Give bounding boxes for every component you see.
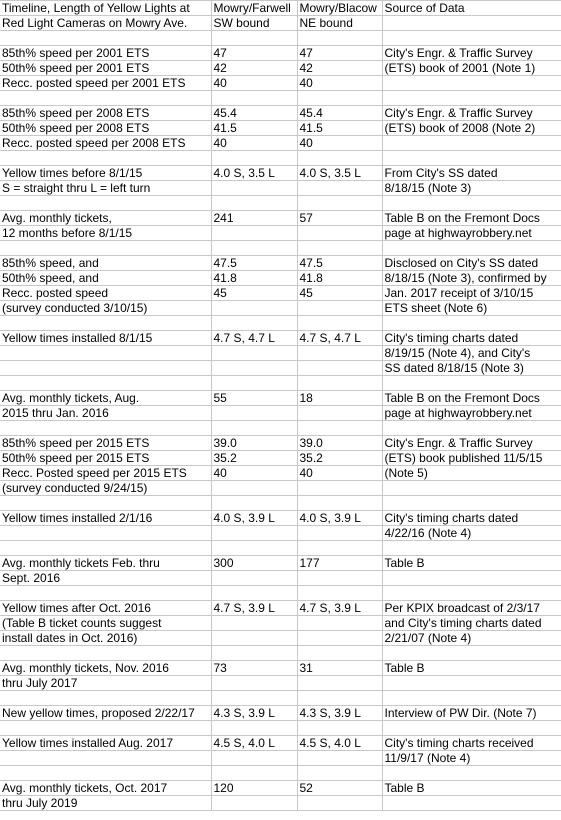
mowry-farwell-cell[interactable]: 45.4 [211, 106, 297, 121]
event-cell[interactable] [0, 751, 211, 766]
mowry-farwell-cell[interactable] [211, 751, 297, 766]
event-cell[interactable]: Yellow times before 8/1/15 [0, 166, 211, 181]
mowry-farwell-cell[interactable]: 4.3 S, 3.9 L [211, 706, 297, 721]
mowry-blacow-cell[interactable]: 57 [297, 211, 382, 226]
table-row [0, 76, 561, 91]
mowry-farwell-cell[interactable] [211, 691, 297, 706]
mowry-blacow-cell[interactable] [297, 586, 382, 601]
table-row [0, 136, 561, 151]
source-cell[interactable] [382, 571, 561, 586]
table-row [0, 271, 561, 286]
source-cell[interactable]: 4/22/16 (Note 4) [382, 526, 561, 541]
event-cell[interactable]: 2015 thru Jan. 2016 [0, 406, 211, 421]
table-row [0, 376, 561, 391]
mowry-blacow-cell[interactable] [297, 766, 382, 781]
event-cell[interactable] [0, 361, 211, 376]
event-cell[interactable]: install dates in Oct. 2016) [0, 631, 211, 646]
mowry-farwell-cell[interactable] [211, 421, 297, 436]
mowry-blacow-cell[interactable]: 40 [297, 136, 382, 151]
source-cell[interactable] [382, 766, 561, 781]
mowry-blacow-cell[interactable] [297, 31, 382, 46]
mowry-farwell-cell[interactable] [211, 361, 297, 376]
mowry-blacow-cell[interactable]: 31 [297, 661, 382, 676]
mowry-blacow-cell[interactable] [297, 91, 382, 106]
mowry-blacow-cell[interactable]: Mowry/Blacow [297, 1, 382, 16]
mowry-blacow-cell[interactable]: 45.4 [297, 106, 382, 121]
table-row [0, 196, 561, 211]
mowry-blacow-cell[interactable] [297, 301, 382, 316]
table-row [0, 166, 561, 181]
mowry-farwell-cell[interactable]: 39.0 [211, 436, 297, 451]
source-cell[interactable] [382, 376, 561, 391]
table-row [0, 91, 561, 106]
table-row [0, 406, 561, 421]
event-cell[interactable]: Recc. posted speed per 2001 ETS [0, 76, 211, 91]
source-cell[interactable] [382, 721, 561, 736]
source-cell[interactable]: Table B on the Fremont Docs [382, 211, 561, 226]
event-cell[interactable]: Red Light Cameras on Mowry Ave. [0, 16, 211, 31]
mowry-blacow-cell[interactable] [297, 421, 382, 436]
mowry-farwell-cell[interactable]: 4.0 S, 3.5 L [211, 166, 297, 181]
event-cell[interactable] [0, 376, 211, 391]
source-cell[interactable]: Interview of PW Dir. (Note 7) [382, 706, 561, 721]
mowry-blacow-cell[interactable]: 4.5 S, 4.0 L [297, 736, 382, 751]
event-cell[interactable] [0, 31, 211, 46]
table-row [0, 181, 561, 196]
mowry-blacow-cell[interactable] [297, 526, 382, 541]
table-row [0, 766, 561, 781]
table-row [0, 1, 561, 16]
event-cell[interactable] [0, 766, 211, 781]
mowry-blacow-cell[interactable] [297, 406, 382, 421]
event-cell[interactable] [0, 721, 211, 736]
mowry-blacow-cell[interactable] [297, 316, 382, 331]
mowry-farwell-cell[interactable] [211, 316, 297, 331]
table-row [0, 241, 561, 256]
mowry-farwell-cell[interactable]: 40 [211, 136, 297, 151]
source-cell[interactable] [382, 196, 561, 211]
mowry-blacow-cell[interactable]: 18 [297, 391, 382, 406]
mowry-blacow-cell[interactable] [297, 541, 382, 556]
table-row [0, 301, 561, 316]
mowry-farwell-cell[interactable] [211, 406, 297, 421]
source-cell[interactable] [382, 421, 561, 436]
table-row [0, 586, 561, 601]
table-row [0, 286, 561, 301]
event-cell[interactable]: 50th% speed per 2015 ETS [0, 451, 211, 466]
source-cell[interactable]: 11/9/17 (Note 4) [382, 751, 561, 766]
source-cell[interactable]: City's timing charts received [382, 736, 561, 751]
source-cell[interactable]: Per KPIX broadcast of 2/3/17 [382, 601, 561, 616]
event-cell[interactable]: 85th% speed, and [0, 256, 211, 271]
mowry-farwell-cell[interactable]: 41.5 [211, 121, 297, 136]
mowry-farwell-cell[interactable]: 55 [211, 391, 297, 406]
source-cell[interactable]: (Note 5) [382, 466, 561, 481]
table-row [0, 421, 561, 436]
mowry-farwell-cell[interactable]: 4.5 S, 4.0 L [211, 736, 297, 751]
mowry-farwell-cell[interactable]: Mowry/Farwell [211, 1, 297, 16]
event-cell[interactable]: Timeline, Length of Yellow Lights at [0, 1, 211, 16]
mowry-blacow-cell[interactable] [297, 751, 382, 766]
mowry-farwell-cell[interactable] [211, 376, 297, 391]
table-row [0, 331, 561, 346]
source-cell[interactable]: and City's timing charts dated [382, 616, 561, 631]
table-row [0, 631, 561, 646]
mowry-blacow-cell[interactable]: 40 [297, 466, 382, 481]
source-cell[interactable]: Source of Data [382, 1, 561, 16]
source-cell[interactable]: (ETS) book published 11/5/15 [382, 451, 561, 466]
mowry-blacow-cell[interactable]: 177 [297, 556, 382, 571]
mowry-farwell-cell[interactable]: SW bound [211, 16, 297, 31]
source-cell[interactable]: City's timing charts dated [382, 511, 561, 526]
mowry-blacow-cell[interactable] [297, 241, 382, 256]
event-cell[interactable] [0, 526, 211, 541]
source-cell[interactable]: City's timing charts dated [382, 331, 561, 346]
event-cell[interactable]: Recc. posted speed [0, 286, 211, 301]
event-cell[interactable] [0, 646, 211, 661]
mowry-blacow-cell[interactable] [297, 346, 382, 361]
mowry-blacow-cell[interactable] [297, 691, 382, 706]
event-cell[interactable]: Sept. 2016 [0, 571, 211, 586]
event-cell[interactable]: Avg. monthly tickets, Nov. 2016 [0, 661, 211, 676]
table-row [0, 226, 561, 241]
mowry-blacow-cell[interactable] [297, 151, 382, 166]
event-cell[interactable]: Yellow times after Oct. 2016 [0, 601, 211, 616]
event-cell[interactable] [0, 91, 211, 106]
mowry-blacow-cell[interactable] [297, 646, 382, 661]
mowry-farwell-cell[interactable] [211, 541, 297, 556]
table-row [0, 46, 561, 61]
source-cell[interactable] [382, 136, 561, 151]
mowry-farwell-cell[interactable]: 47.5 [211, 256, 297, 271]
source-cell[interactable]: page at highwayrobbery.net [382, 406, 561, 421]
source-cell[interactable]: City's Engr. & Traffic Survey [382, 436, 561, 451]
event-cell[interactable]: 85th% speed per 2008 ETS [0, 106, 211, 121]
mowry-blacow-cell[interactable]: 39.0 [297, 436, 382, 451]
event-cell[interactable]: S = straight thru L = left turn [0, 181, 211, 196]
mowry-blacow-cell[interactable] [297, 721, 382, 736]
mowry-blacow-cell[interactable]: 41.5 [297, 121, 382, 136]
mowry-blacow-cell[interactable] [297, 676, 382, 691]
table-row [0, 661, 561, 676]
mowry-farwell-cell[interactable] [211, 631, 297, 646]
source-cell[interactable]: Table B [382, 661, 561, 676]
source-cell[interactable]: City's Engr. & Traffic Survey [382, 106, 561, 121]
source-cell[interactable]: Disclosed on City's SS dated [382, 256, 561, 271]
mowry-farwell-cell[interactable] [211, 571, 297, 586]
mowry-farwell-cell[interactable] [211, 616, 297, 631]
mowry-blacow-cell[interactable]: 52 [297, 781, 382, 796]
mowry-blacow-cell[interactable] [297, 631, 382, 646]
grid-body [0, 1, 561, 811]
mowry-blacow-cell[interactable]: 40 [297, 76, 382, 91]
mowry-farwell-cell[interactable] [211, 796, 297, 811]
source-cell[interactable] [382, 646, 561, 661]
mowry-farwell-cell[interactable] [211, 181, 297, 196]
source-cell[interactable]: City's Engr. & Traffic Survey [382, 46, 561, 61]
source-cell[interactable]: Table B [382, 781, 561, 796]
table-row [0, 541, 561, 556]
mowry-blacow-cell[interactable]: NE bound [297, 16, 382, 31]
mowry-blacow-cell[interactable] [297, 571, 382, 586]
source-cell[interactable]: SS dated 8/18/15 (Note 3) [382, 361, 561, 376]
mowry-blacow-cell[interactable] [297, 226, 382, 241]
mowry-farwell-cell[interactable] [211, 481, 297, 496]
source-cell[interactable] [382, 91, 561, 106]
source-cell[interactable] [382, 481, 561, 496]
table-row [0, 676, 561, 691]
table-row [0, 31, 561, 46]
source-cell[interactable]: Table B [382, 556, 561, 571]
mowry-blacow-cell[interactable]: 4.0 S, 3.5 L [297, 166, 382, 181]
event-cell[interactable]: 12 months before 8/1/15 [0, 226, 211, 241]
source-cell[interactable] [382, 541, 561, 556]
table-row [0, 61, 561, 76]
table-row [0, 721, 561, 736]
event-cell[interactable]: 85th% speed per 2001 ETS [0, 46, 211, 61]
event-cell[interactable]: Yellow times installed 2/1/16 [0, 511, 211, 526]
mowry-farwell-cell[interactable] [211, 226, 297, 241]
mowry-farwell-cell[interactable]: 40 [211, 466, 297, 481]
table-row [0, 796, 561, 811]
event-cell[interactable] [0, 496, 211, 511]
event-cell[interactable]: thru July 2019 [0, 796, 211, 811]
table-row [0, 781, 561, 796]
event-cell[interactable] [0, 316, 211, 331]
mowry-blacow-cell[interactable]: 35.2 [297, 451, 382, 466]
mowry-farwell-cell[interactable]: 4.0 S, 3.9 L [211, 511, 297, 526]
source-cell[interactable]: Jan. 2017 receipt of 3/10/15 [382, 286, 561, 301]
table-row [0, 346, 561, 361]
mowry-farwell-cell[interactable]: 45 [211, 286, 297, 301]
event-cell[interactable]: Yellow times installed Aug. 2017 [0, 736, 211, 751]
event-cell[interactable]: 50th% speed, and [0, 271, 211, 286]
table-row [0, 496, 561, 511]
event-cell[interactable] [0, 421, 211, 436]
table-row [0, 511, 561, 526]
mowry-farwell-cell[interactable]: 120 [211, 781, 297, 796]
table-row [0, 481, 561, 496]
source-cell[interactable]: ETS sheet (Note 6) [382, 301, 561, 316]
table-row [0, 361, 561, 376]
mowry-farwell-cell[interactable]: 73 [211, 661, 297, 676]
mowry-farwell-cell[interactable] [211, 766, 297, 781]
mowry-farwell-cell[interactable]: 4.7 S, 3.9 L [211, 601, 297, 616]
table-row [0, 601, 561, 616]
source-cell[interactable] [382, 31, 561, 46]
table-row [0, 316, 561, 331]
mowry-blacow-cell[interactable]: 4.7 S, 4.7 L [297, 331, 382, 346]
event-cell[interactable]: 85th% speed per 2015 ETS [0, 436, 211, 451]
table-row [0, 466, 561, 481]
mowry-farwell-cell[interactable]: 35.2 [211, 451, 297, 466]
mowry-blacow-cell[interactable] [297, 361, 382, 376]
table-row [0, 706, 561, 721]
event-cell[interactable] [0, 241, 211, 256]
mowry-blacow-cell[interactable]: 47.5 [297, 256, 382, 271]
mowry-farwell-cell[interactable] [211, 526, 297, 541]
event-cell[interactable]: Recc. Posted speed per 2015 ETS [0, 466, 211, 481]
table-row [0, 556, 561, 571]
source-cell[interactable]: 8/18/15 (Note 3), confirmed by [382, 271, 561, 286]
event-cell[interactable] [0, 541, 211, 556]
source-cell[interactable] [382, 496, 561, 511]
mowry-farwell-cell[interactable] [211, 151, 297, 166]
mowry-blacow-cell[interactable] [297, 196, 382, 211]
source-cell[interactable] [382, 586, 561, 601]
table-row [0, 616, 561, 631]
source-cell[interactable]: 2/21/07 (Note 4) [382, 631, 561, 646]
source-cell[interactable] [382, 76, 561, 91]
event-cell[interactable] [0, 586, 211, 601]
table-row [0, 256, 561, 271]
mowry-blacow-cell[interactable] [297, 796, 382, 811]
mowry-farwell-cell[interactable]: 47 [211, 46, 297, 61]
event-cell[interactable] [0, 151, 211, 166]
event-cell[interactable]: Avg. monthly tickets, Aug. [0, 391, 211, 406]
table-row [0, 436, 561, 451]
mowry-farwell-cell[interactable] [211, 496, 297, 511]
mowry-blacow-cell[interactable]: 4.0 S, 3.9 L [297, 511, 382, 526]
event-cell[interactable]: 50th% speed per 2001 ETS [0, 61, 211, 76]
mowry-farwell-cell[interactable] [211, 301, 297, 316]
source-cell[interactable] [382, 241, 561, 256]
table-row [0, 451, 561, 466]
table-row [0, 16, 561, 31]
event-cell[interactable]: (survey conducted 3/10/15) [0, 301, 211, 316]
mowry-blacow-cell[interactable]: 4.7 S, 3.9 L [297, 601, 382, 616]
event-cell[interactable]: Avg. monthly tickets, [0, 211, 211, 226]
table-row [0, 121, 561, 136]
mowry-farwell-cell[interactable]: 42 [211, 61, 297, 76]
source-cell[interactable] [382, 316, 561, 331]
mowry-blacow-cell[interactable] [297, 376, 382, 391]
mowry-farwell-cell[interactable]: 41.8 [211, 271, 297, 286]
mowry-blacow-cell[interactable]: 41.8 [297, 271, 382, 286]
mowry-blacow-cell[interactable] [297, 496, 382, 511]
source-cell[interactable] [382, 16, 561, 31]
source-cell[interactable]: 8/19/15 (Note 4), and City's [382, 346, 561, 361]
event-cell[interactable]: Avg. monthly tickets Feb. thru [0, 556, 211, 571]
table-row [0, 646, 561, 661]
mowry-blacow-cell[interactable]: 45 [297, 286, 382, 301]
table-row [0, 391, 561, 406]
mowry-blacow-cell[interactable]: 47 [297, 46, 382, 61]
source-cell[interactable] [382, 676, 561, 691]
mowry-farwell-cell[interactable]: 40 [211, 76, 297, 91]
mowry-farwell-cell[interactable] [211, 586, 297, 601]
event-cell[interactable]: Avg. monthly tickets, Oct. 2017 [0, 781, 211, 796]
mowry-blacow-cell[interactable]: 4.3 S, 3.9 L [297, 706, 382, 721]
source-cell[interactable] [382, 151, 561, 166]
table-row [0, 691, 561, 706]
event-cell[interactable]: (Table B ticket counts suggest [0, 616, 211, 631]
mowry-farwell-cell[interactable] [211, 241, 297, 256]
mowry-farwell-cell[interactable] [211, 346, 297, 361]
table-row [0, 526, 561, 541]
source-cell[interactable] [382, 796, 561, 811]
mowry-farwell-cell[interactable] [211, 721, 297, 736]
mowry-farwell-cell[interactable] [211, 676, 297, 691]
mowry-blacow-cell[interactable] [297, 181, 382, 196]
table-row [0, 751, 561, 766]
mowry-farwell-cell[interactable]: 300 [211, 556, 297, 571]
event-cell[interactable] [0, 691, 211, 706]
source-cell[interactable]: (ETS) book of 2001 (Note 1) [382, 61, 561, 76]
source-cell[interactable]: 8/18/15 (Note 3) [382, 181, 561, 196]
mowry-farwell-cell[interactable] [211, 31, 297, 46]
event-cell[interactable]: Recc. posted speed per 2008 ETS [0, 136, 211, 151]
event-cell[interactable]: Yellow times installed 8/1/15 [0, 331, 211, 346]
table-row [0, 571, 561, 586]
event-cell[interactable] [0, 346, 211, 361]
mowry-farwell-cell[interactable] [211, 91, 297, 106]
mowry-blacow-cell[interactable] [297, 616, 382, 631]
table-row [0, 106, 561, 121]
event-cell[interactable] [0, 196, 211, 211]
mowry-farwell-cell[interactable] [211, 646, 297, 661]
event-cell[interactable]: (survey conducted 9/24/15) [0, 481, 211, 496]
mowry-farwell-cell[interactable] [211, 196, 297, 211]
source-cell[interactable]: Table B on the Fremont Docs [382, 391, 561, 406]
event-cell[interactable]: thru July 2017 [0, 676, 211, 691]
event-cell[interactable]: New yellow times, proposed 2/22/17 [0, 706, 211, 721]
source-cell[interactable]: page at highwayrobbery.net [382, 226, 561, 241]
table-row [0, 151, 561, 166]
event-cell[interactable]: 50th% speed per 2008 ETS [0, 121, 211, 136]
source-cell[interactable] [382, 691, 561, 706]
mowry-farwell-cell[interactable]: 4.7 S, 4.7 L [211, 331, 297, 346]
table-row [0, 736, 561, 751]
source-cell[interactable]: (ETS) book of 2008 (Note 2) [382, 121, 561, 136]
mowry-blacow-cell[interactable] [297, 481, 382, 496]
source-cell[interactable]: From City's SS dated [382, 166, 561, 181]
mowry-farwell-cell[interactable]: 241 [211, 211, 297, 226]
mowry-blacow-cell[interactable]: 42 [297, 61, 382, 76]
table-row [0, 211, 561, 226]
